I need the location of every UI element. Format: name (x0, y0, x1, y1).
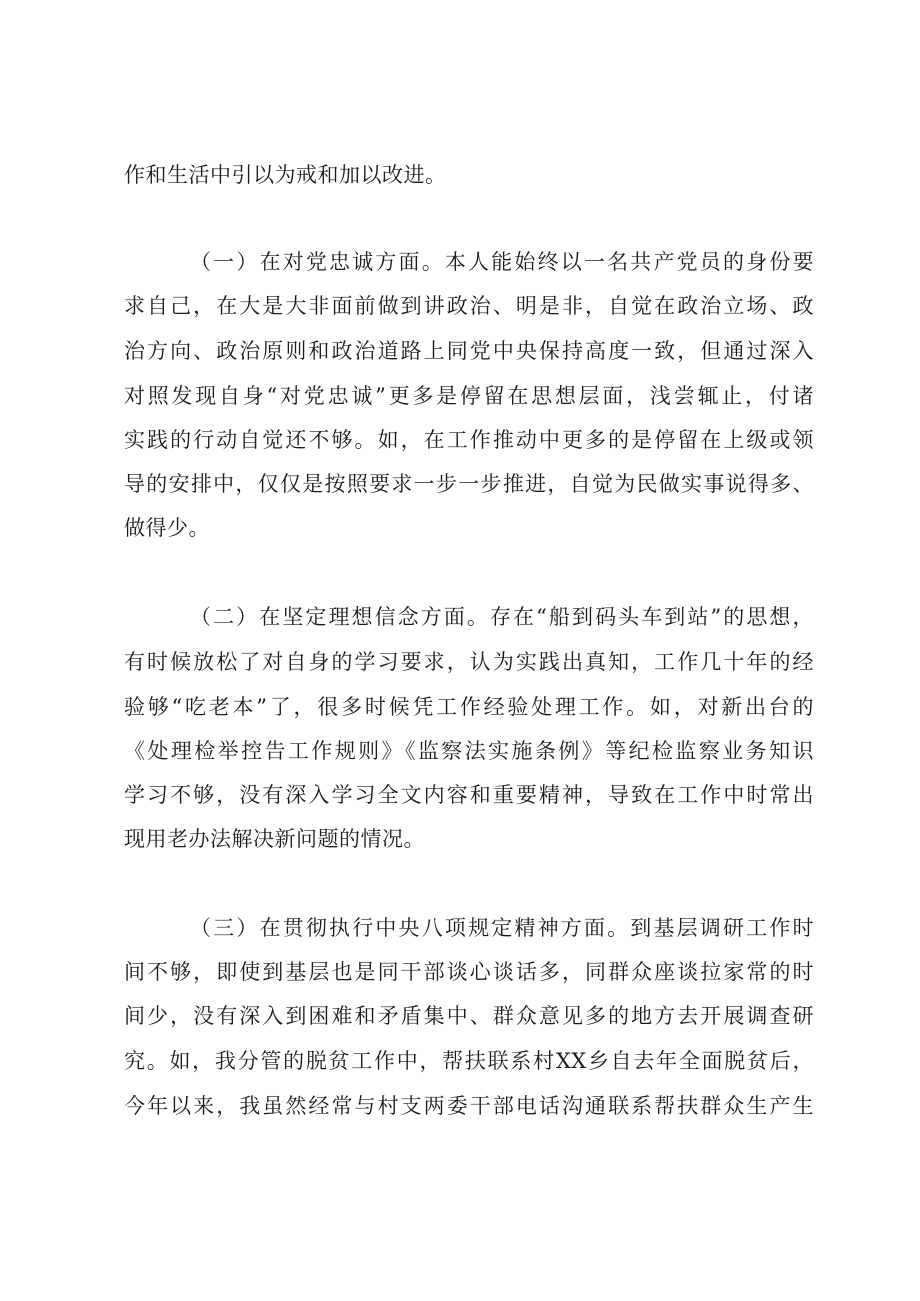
paragraph-line: 今年以来，我虽然经常与村支两委干部电话沟通联系帮扶群众生产生 (124, 1094, 814, 1118)
paragraph-line: 《处理检举控告工作规则》《监察法实施条例》等纪检监察业务知识 (124, 739, 814, 763)
paragraph-line: 求自己，在大是大非面前做到讲政治、明是非，自觉在政治立场、政 (124, 294, 814, 318)
paragraph-line: 间少，没有深入到困难和矛盾集中、群众意见多的地方去开展调查研 (124, 1004, 814, 1028)
lead-line: 作和生活中引以为戒和加以改进。 (124, 163, 447, 187)
paragraph-line: 实践的行动自觉还不够。如，在工作推动中更多的是停留在上级或领 (124, 428, 814, 452)
paragraph-line: 做得少。 (124, 516, 210, 540)
paragraph-line: 间不够，即使到基层也是同干部谈心谈话多，同群众座谈拉家常的时 (124, 960, 814, 984)
paragraph-line: 学习不够，没有深入学习全文内容和重要精神，导致在工作中时常出 (124, 783, 814, 807)
paragraph-line: （二）在坚定理想信念方面。存在“船到码头车到站”的思想， (190, 605, 814, 629)
paragraph-line: （一）在对党忠诚方面。本人能始终以一名共产党员的身份要 (190, 250, 814, 274)
paragraph-line: 导的安排中，仅仅是按照要求一步一步推进，自觉为民做实事说得多、 (124, 472, 814, 496)
paragraph-line: 有时候放松了对自身的学习要求，认为实践出真知，工作几十年的经 (124, 650, 814, 674)
paragraph-line: 验够“吃老本”了，很多时候凭工作经验处理工作。如，对新出台的 (124, 695, 814, 719)
paragraph-line: 治方向、政治原则和政治道路上同党中央保持高度一致，但通过深入 (124, 339, 814, 363)
paragraph-line: 究。如，我分管的脱贫工作中，帮扶联系村XX乡自去年全面脱贫后， (124, 1049, 814, 1073)
paragraph-line: 对照发现自身“对党忠诚”更多是停留在思想层面，浅尝辄止，付诸 (124, 384, 814, 408)
paragraph-line: 现用老办法解决新问题的情况。 (124, 827, 425, 851)
paragraph-line: （三）在贯彻执行中央八项规定精神方面。到基层调研工作时 (190, 916, 814, 940)
